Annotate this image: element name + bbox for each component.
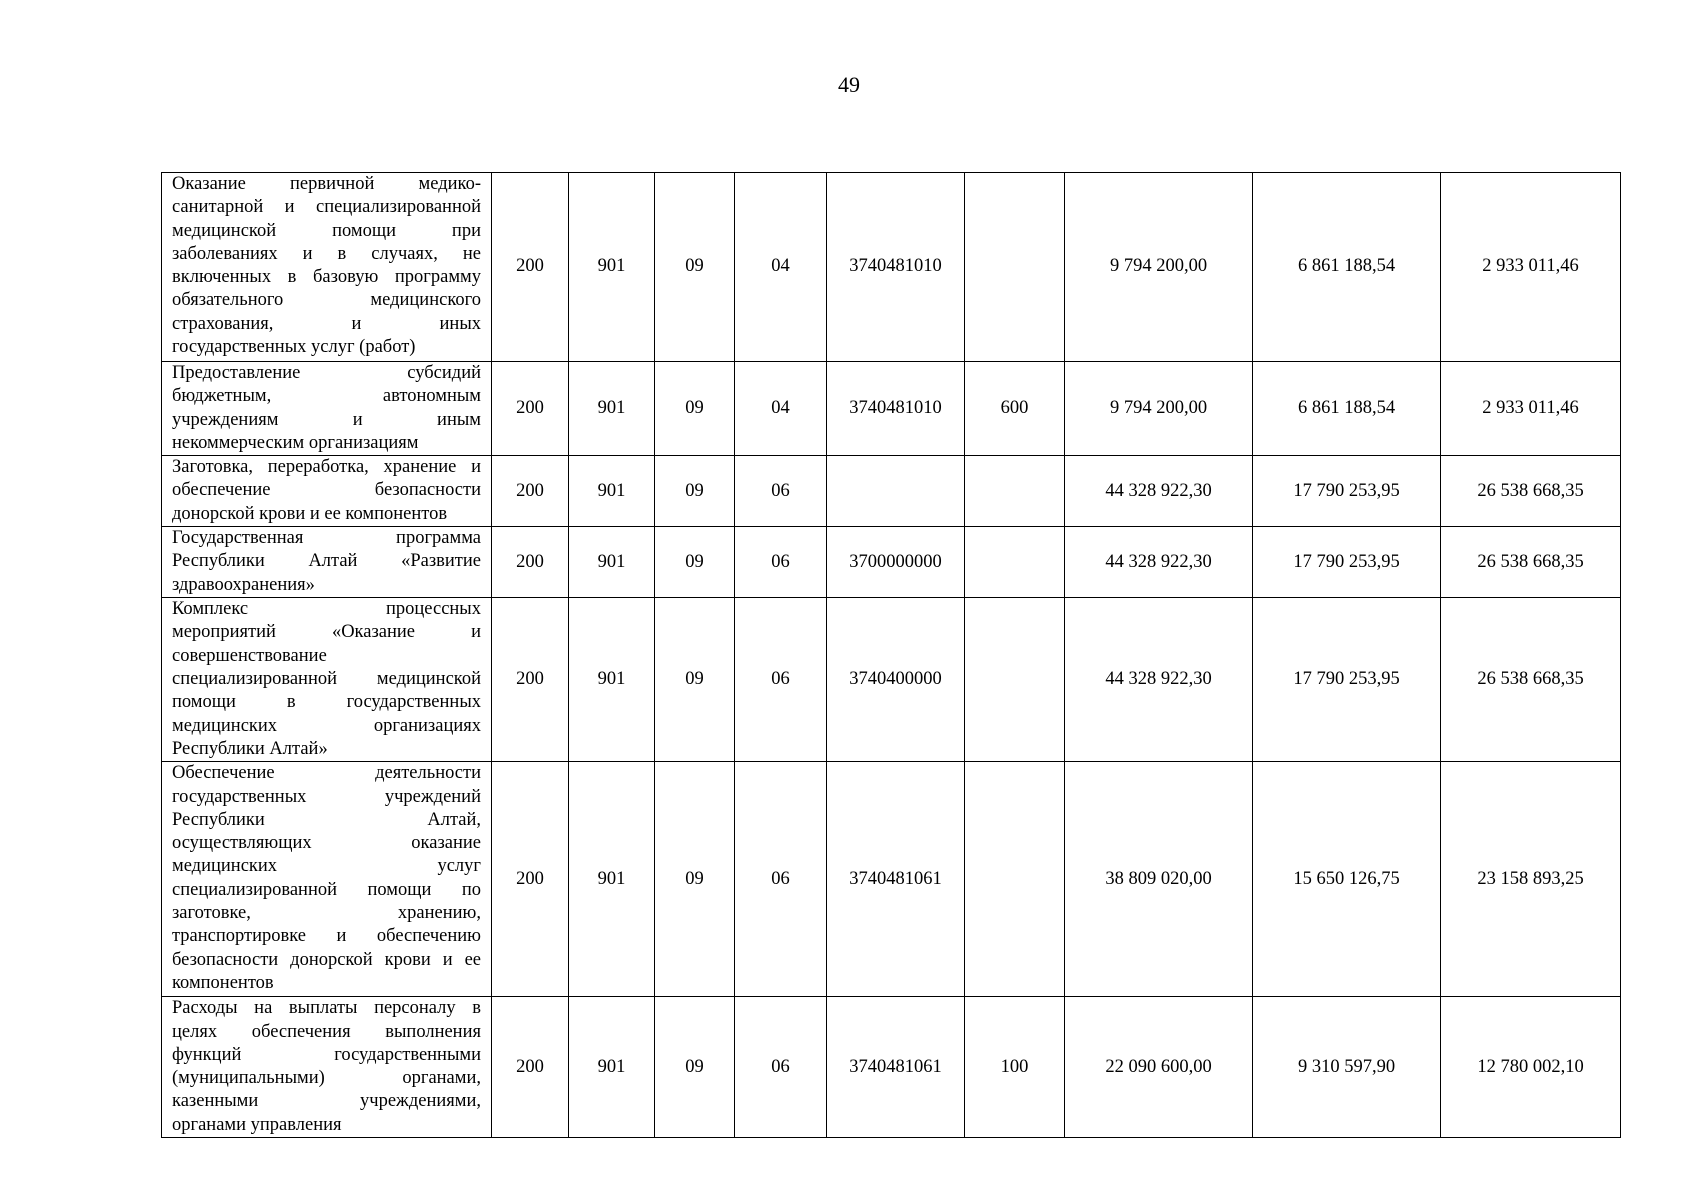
row-name-line: Государственная программа xyxy=(172,528,481,549)
cell-sum2: 17 790 253,95 xyxy=(1253,456,1441,527)
cell-sum1: 44 328 922,30 xyxy=(1065,527,1253,598)
cell-sum3: 26 538 668,35 xyxy=(1441,598,1621,762)
row-name-line: специализированной медицинской xyxy=(172,669,481,690)
row-name-line: органами управления xyxy=(172,1114,342,1135)
row-name-cell xyxy=(162,173,492,362)
cell-col5: 3740481061 xyxy=(827,762,965,997)
table-row xyxy=(162,527,1621,598)
row-name-line: Комплекс процессных xyxy=(172,599,481,620)
row-name-line: бюджетным, автономным xyxy=(172,386,481,407)
cell-col5: 3740481010 xyxy=(827,362,965,456)
row-name-line: санитарной и специализированной xyxy=(172,197,481,218)
row-name-line: страхования, и иных xyxy=(172,313,481,334)
table-body xyxy=(162,173,1621,1138)
cell-col4: 06 xyxy=(735,997,827,1138)
row-name-cell xyxy=(162,762,492,997)
row-name-line: Республики Алтай» xyxy=(172,738,328,759)
row-name-line: заболеваниях и в случаях, не xyxy=(172,243,481,264)
row-name-line: компонентов xyxy=(172,972,274,993)
cell-col6 xyxy=(965,598,1065,762)
table-row xyxy=(162,362,1621,456)
row-name-line: функций государственными xyxy=(172,1044,481,1065)
row-name-line: помощи в государственных xyxy=(172,692,481,713)
cell-col6 xyxy=(965,173,1065,362)
row-name-cell xyxy=(162,598,492,762)
row-name-line: осуществляющих оказание xyxy=(172,833,481,854)
cell-col1: 200 xyxy=(492,456,569,527)
cell-col5: 3740400000 xyxy=(827,598,965,762)
cell-sum1: 22 090 600,00 xyxy=(1065,997,1253,1138)
page-number: 49 xyxy=(838,72,860,97)
row-name-line: медицинских услуг xyxy=(172,856,481,877)
cell-col6 xyxy=(965,527,1065,598)
cell-col1: 200 xyxy=(492,362,569,456)
cell-col2: 901 xyxy=(569,362,655,456)
row-name-line: медицинской помощи при xyxy=(172,220,481,241)
cell-sum2: 9 310 597,90 xyxy=(1253,997,1441,1138)
row-name-line: Обеспечение деятельности xyxy=(172,763,481,784)
row-name-line: включенных в базовую программу xyxy=(172,267,481,288)
row-name-line: целях обеспечения выполнения xyxy=(172,1021,481,1042)
cell-col2: 901 xyxy=(569,997,655,1138)
cell-col4: 06 xyxy=(735,527,827,598)
cell-col5 xyxy=(827,456,965,527)
cell-col3: 09 xyxy=(655,362,735,456)
row-name-line: казенными учреждениями, xyxy=(172,1091,481,1112)
cell-col1: 200 xyxy=(492,997,569,1138)
cell-col4: 06 xyxy=(735,762,827,997)
row-name-cell xyxy=(162,997,492,1138)
row-name-cell xyxy=(162,362,492,456)
table-row xyxy=(162,173,1621,362)
cell-col3: 09 xyxy=(655,527,735,598)
row-name-line: Расходы на выплаты персоналу в xyxy=(172,998,481,1019)
cell-col3: 09 xyxy=(655,456,735,527)
row-name-line: государственных учреждений xyxy=(172,786,481,807)
cell-sum2: 6 861 188,54 xyxy=(1253,362,1441,456)
row-name-line: обеспечение безопасности xyxy=(172,480,481,501)
cell-sum2: 6 861 188,54 xyxy=(1253,173,1441,362)
cell-sum3: 26 538 668,35 xyxy=(1441,527,1621,598)
cell-col6: 600 xyxy=(965,362,1065,456)
row-name-cell xyxy=(162,527,492,598)
cell-col5: 3740481061 xyxy=(827,997,965,1138)
cell-col6 xyxy=(965,762,1065,997)
cell-col5: 3740481010 xyxy=(827,173,965,362)
table-row xyxy=(162,456,1621,527)
row-name-cell xyxy=(162,456,492,527)
cell-col5: 3700000000 xyxy=(827,527,965,598)
row-name-line: Заготовка, переработка, хранение и xyxy=(172,457,481,478)
row-name-line: донорской крови и ее компонентов xyxy=(172,503,448,524)
cell-sum3: 2 933 011,46 xyxy=(1441,362,1621,456)
row-name-line: обязательного медицинского xyxy=(172,290,481,311)
cell-col2: 901 xyxy=(569,173,655,362)
row-name-line: Республики Алтай, xyxy=(172,809,481,830)
cell-col1: 200 xyxy=(492,173,569,362)
cell-col6: 100 xyxy=(965,997,1065,1138)
row-name-line: государственных услуг (работ) xyxy=(172,337,416,358)
cell-sum1: 44 328 922,30 xyxy=(1065,598,1253,762)
cell-sum1: 44 328 922,30 xyxy=(1065,456,1253,527)
row-name-line: учреждениям и иным xyxy=(172,409,481,430)
row-name-line: совершенствование xyxy=(172,645,327,666)
row-name-line: некоммерческим организациям xyxy=(172,432,419,453)
cell-col6 xyxy=(965,456,1065,527)
cell-col3: 09 xyxy=(655,762,735,997)
cell-col1: 200 xyxy=(492,762,569,997)
cell-col4: 04 xyxy=(735,362,827,456)
row-name-line: заготовке, хранению, xyxy=(172,903,481,924)
row-name-line: медицинских организациях xyxy=(172,715,481,736)
budget-table xyxy=(161,172,1621,1138)
cell-col3: 09 xyxy=(655,997,735,1138)
row-name-line: Предоставление субсидий xyxy=(172,363,481,383)
cell-col4: 04 xyxy=(735,173,827,362)
cell-col4: 06 xyxy=(735,598,827,762)
cell-sum2: 17 790 253,95 xyxy=(1253,598,1441,762)
cell-col2: 901 xyxy=(569,527,655,598)
cell-sum3: 23 158 893,25 xyxy=(1441,762,1621,997)
cell-sum3: 2 933 011,46 xyxy=(1441,173,1621,362)
cell-sum3: 26 538 668,35 xyxy=(1441,456,1621,527)
row-name-line: безопасности донорской крови и ее xyxy=(172,949,481,970)
cell-sum1: 38 809 020,00 xyxy=(1065,762,1253,997)
cell-sum3: 12 780 002,10 xyxy=(1441,997,1621,1138)
cell-sum2: 15 650 126,75 xyxy=(1253,762,1441,997)
table-row xyxy=(162,598,1621,762)
cell-sum1: 9 794 200,00 xyxy=(1065,173,1253,362)
cell-col1: 200 xyxy=(492,598,569,762)
cell-col3: 09 xyxy=(655,173,735,362)
cell-sum1: 9 794 200,00 xyxy=(1065,362,1253,456)
row-name-line: (муниципальными) органами, xyxy=(172,1068,481,1089)
row-name-line: Республики Алтай «Развитие xyxy=(172,551,481,572)
cell-col2: 901 xyxy=(569,456,655,527)
cell-col2: 901 xyxy=(569,762,655,997)
table-row xyxy=(162,997,1621,1138)
cell-col3: 09 xyxy=(655,598,735,762)
row-name-line: здравоохранения» xyxy=(172,574,315,595)
cell-col1: 200 xyxy=(492,527,569,598)
cell-sum2: 17 790 253,95 xyxy=(1253,527,1441,598)
row-name-line: специализированной помощи по xyxy=(172,879,481,900)
row-name-line: транспортировке и обеспечению xyxy=(172,926,481,947)
row-name-line: Оказание первичной медико- xyxy=(172,174,481,194)
cell-col2: 901 xyxy=(569,598,655,762)
cell-col4: 06 xyxy=(735,456,827,527)
table-row xyxy=(162,762,1621,997)
row-name-line: мероприятий «Оказание и xyxy=(172,622,481,643)
